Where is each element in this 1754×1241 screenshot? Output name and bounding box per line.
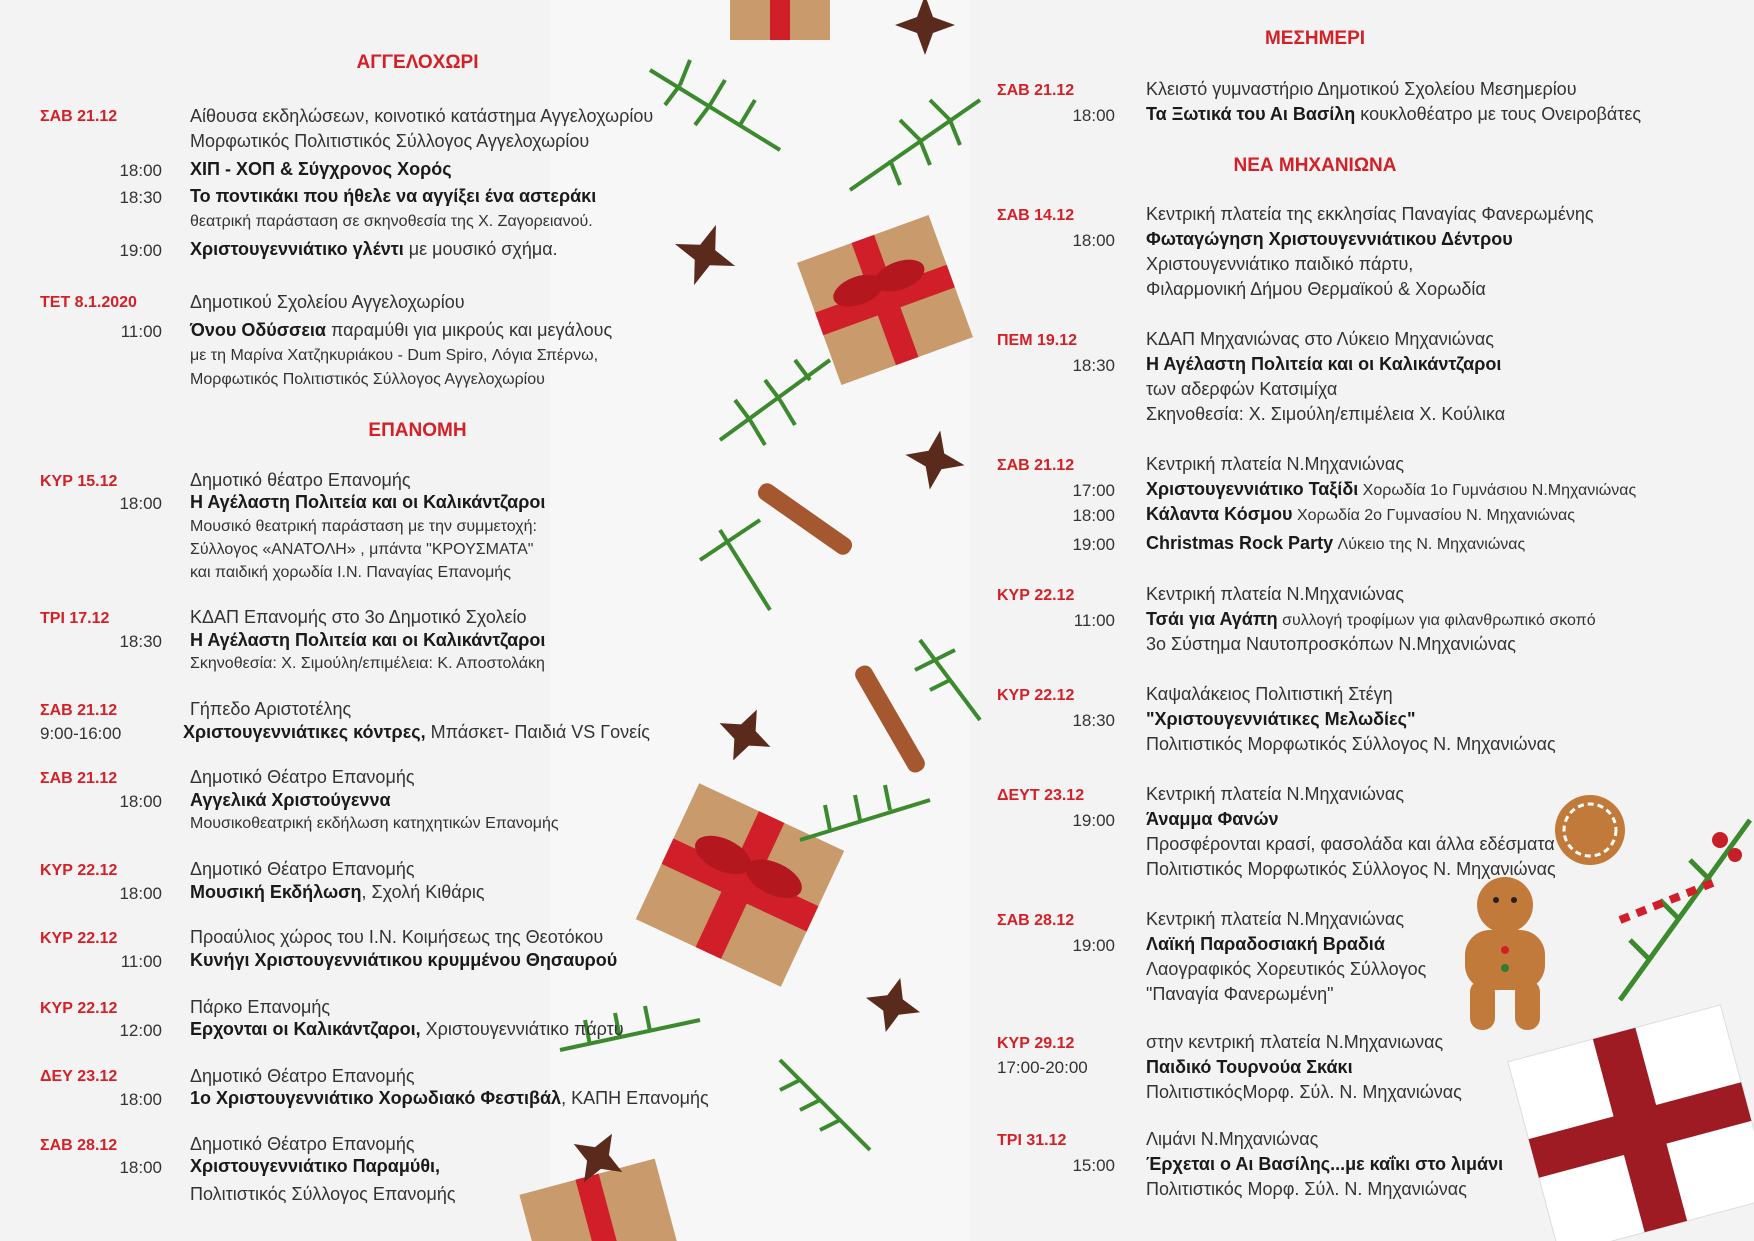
event-note: Σύλλογος «ΑΝΑΤΟΛΗ» , μπάντα "ΚΡΟΥΣΜΑΤΑ" [190,541,534,558]
event-title: Άναμμα Φανών [1146,809,1279,829]
event-title: Κυνήγι Χριστουγεννιάτικου κρυμμένου Θησαυρού [190,950,618,970]
event-day: ΣΑΒ 21.12 [40,702,118,719]
event-day: ΔΕΥΤ 23.12 [997,787,1085,804]
event-title: Παιδικό Τουρνούα Σκάκι [1146,1057,1353,1077]
event-title: Αγγελικά Χριστούγεννα [190,790,391,810]
event-venue: Δημοτικό Θέατρο Επανομής [190,859,415,879]
event-note: 3ο Σύστημα Ναυτοπροσκόπων Ν.Μηχανιώνας [1146,634,1516,654]
event-note: Πολιτιστικός Μορφ. Σύλ. Ν. Μηχανιώνας [1146,1179,1467,1199]
event-time: 18:00 [119,161,162,180]
event-venue: Δημοτικού Σχολείου Αγγελοχωρίου [190,292,465,312]
event-note: Μορφωτικός Πολιτιστικός Σύλλογος Αγγελοχωρίου [190,371,545,388]
event-title: "Χριστουγεννιάτικες Μελωδίες" [1146,709,1416,729]
event-time: 18:00 [1072,231,1115,250]
event-venue: Δημοτικό Θέατρο Επανομής [190,1066,415,1086]
event-time: 18:30 [119,632,162,651]
event-venue: στην κεντρική πλατεία Ν.Μηχανιωνας [1146,1032,1444,1052]
event-venue: ΚΔΑΠ Μηχανιώνας στο Λύκειο Μηχανιώνας [1146,329,1494,349]
event-time: 15:00 [1072,1156,1115,1175]
event-note: Χριστουγεννιάτικο παιδικό πάρτυ, [1146,254,1414,274]
gift-box-icon [1508,1005,1754,1241]
event-venue: Κεντρική πλατεία της εκκλησίας Παναγίας Φανερωμένης [1146,204,1594,224]
event-title: Το ποντικάκι που ήθελε να αγγίξει ένα αστεράκι [190,186,597,206]
event-day: ΣΑΒ 21.12 [40,108,118,125]
event-day: ΚΥΡ 29.12 [997,1035,1075,1052]
event-note: Πολιτιστικός Μορφωτικός Σύλλογος Ν. Μηχανιώνας [1146,734,1556,754]
event-note: Φιλαρμονική Δήμου Θερμαϊκού & Χορωδία [1146,279,1486,299]
event-title: Κάλαντα Κόσμου Χορωδία 2ο Γυμνασίου Ν. Μηχανιώνας [1146,504,1575,524]
event-time: 18:00 [119,884,162,903]
event-venue: Κεντρική πλατεία Ν.Μηχανιώνας [1146,584,1404,604]
section-title-nea-michaniona: ΝΕΑ ΜΗΧΑΝΙΩΝΑ [1233,155,1397,176]
event-time: 18:00 [1072,506,1115,525]
event-time: 18:30 [119,188,162,207]
event-time: 11:00 [120,952,162,971]
event-venue: Προαύλιος χώρος του Ι.Ν. Κοιμήσεως της Θεοτόκου [190,927,604,947]
event-time: 12:00 [119,1021,162,1040]
event-title: Χριστουγεννιάτικο Παραμύθι, [190,1156,441,1176]
event-venue: Λιμάνι Ν.Μηχανιώνας [1146,1129,1319,1149]
event-title: Χριστουγεννιάτικες κόντρες, Μπάσκετ- Παιδιά VS Γονείς [183,722,650,742]
berry-icon [1728,848,1742,862]
event-venue: Κεντρική πλατεία Ν.Μηχανιώνας [1146,784,1404,804]
event-time: 18:00 [119,1090,162,1109]
gingerbread-man-icon [1465,877,1545,1030]
event-note: Μουσικό θεατρική παράσταση με την συμμετοχή: [190,518,537,535]
event-day: ΤΡΙ 31.12 [997,1132,1067,1149]
event-note: Πολιτιστικός Μορφωτικός Σύλλογος Ν. Μηχανιώνας [1146,859,1556,879]
event-title: Christmas Rock Party Λύκειο της Ν. Μηχανιώνας [1146,533,1526,553]
event-note: και παιδική χορωδία Ι.Ν. Παναγίας Επανομής [190,564,511,581]
event-title: Η Αγέλαστη Πολιτεία και οι Καλικάντζαροι [190,492,546,512]
event-note: ΠολιτιστικόςΜορφ. Σύλ. Ν. Μηχανιώνας [1146,1082,1462,1102]
event-time: 19:00 [1072,811,1115,830]
event-organizer: Μορφωτικός Πολιτιστικός Σύλλογος Αγγελοχωρίου [190,131,590,151]
event-venue: Κλειστό γυμναστήριο Δημοτικού Σχολείου Μεσημερίου [1146,79,1577,99]
event-title: Φωταγώγηση Χριστουγεννιάτικου Δέντρου [1146,229,1513,249]
event-venue: ΚΔΑΠ Επανομής στο 3ο Δημοτικό Σχολείο [190,607,527,627]
event-time: 17:00 [1072,481,1115,500]
section-title-epanomi: ΕΠΑΝΟΜΗ [368,420,467,441]
event-time: 18:00 [1072,106,1115,125]
event-title: Όνου Οδύσσεια παραμύθι για μικρούς και μεγάλους [190,320,613,340]
event-note: θεατρική παράσταση σε σκηνοθεσία της Χ. Ζαγορειανού. [190,213,593,230]
event-venue: Δημοτικό Θέατρο Επανομής [190,1134,415,1154]
event-title: Η Αγέλαστη Πολιτεία και οι Καλικάντζαροι [1146,354,1502,374]
event-day: ΣΑΒ 21.12 [997,457,1075,474]
event-note: των αδερφών Κατσιμίχα [1146,379,1338,399]
event-day: ΚΥΡ 15.12 [40,473,118,490]
event-note: Λαογραφικός Χορευτικός Σύλλογος [1146,959,1427,979]
event-time: 19:00 [1072,535,1115,554]
event-venue: Αίθουσα εκδηλώσεων, κοινοτικό κατάστημα Αγγελοχωρίου [190,106,654,126]
event-day: ΣΑΒ 28.12 [997,912,1075,929]
event-note: Σκηνοθεσία: Χ. Σιμούλη/επιμέλεια Χ. Κούλικα [1146,404,1506,424]
event-day: ΚΥΡ 22.12 [40,930,118,947]
event-title: Μουσική Εκδήλωση, Σχολή Κιθάρις [190,882,485,902]
event-time: 19:00 [1072,936,1115,955]
event-organizer: Πολιτιστικός Σύλλογος Επανομής [190,1184,456,1204]
snowflake-cookie-icon [1555,795,1625,865]
event-day: ΚΥΡ 22.12 [40,862,118,879]
event-note: Προσφέρονται κρασί, φασολάδα και άλλα εδέσματα [1146,834,1555,854]
event-title: Χριστουγεννιάτικο γλέντι με μουσικό σχήμα. [190,239,558,259]
event-time: 17:00-20:00 [997,1058,1088,1077]
event-time: 18:00 [119,494,162,513]
section-title-mesimeri: ΜΕΣΗΜΕΡΙ [1264,28,1366,49]
event-venue: Κεντρική πλατεία Ν.Μηχανιώνας [1146,909,1404,929]
event-time: 11:00 [1073,611,1115,630]
event-title: Τα Ξωτικά του Αι Βασίλη κουκλοθέατρο με τους Ονειροβάτες [1146,104,1642,124]
event-day: ΣΑΒ 14.12 [997,207,1075,224]
event-note: Σκηνοθεσία: Χ. Σιμούλη/επιμέλεια: Κ. Αποστολάκη [190,655,545,672]
event-title: ΧΙΠ - ΧΟΠ & Σύγχρονος Χορός [190,159,452,179]
event-venue: Γήπεδο Αριστοτέλης [190,699,352,719]
event-day: ΣΑΒ 21.12 [997,82,1075,99]
event-venue: Δημοτικό θέατρο Επανομής [190,470,411,490]
event-title: Χριστουγεννιάτικο Ταξίδι Χορωδία 1ο Γυμνάσιου Ν.Μηχανιώνας [1146,479,1637,499]
event-time: 18:30 [1072,356,1115,375]
event-day: ΠΕΜ 19.12 [997,332,1078,349]
event-venue: Καψαλάκειος Πολιτιστική Στέγη [1146,684,1393,704]
event-note: με τη Μαρίνα Χατζηκυριάκου - Dum Spiro, Λόγια Σπέρνω, [190,347,599,364]
event-title: 1ο Χριστουγεννιάτικο Χορωδιακό Φεστιβάλ, ΚΑΠΗ Επανομής [190,1088,709,1108]
event-day: ΚΥΡ 22.12 [40,1000,118,1017]
event-day: ΚΥΡ 22.12 [997,687,1075,704]
event-time: 18:00 [119,792,162,811]
gift-box-icon [730,0,830,40]
event-day: ΣΑΒ 28.12 [40,1137,118,1154]
event-title: Η Αγέλαστη Πολιτεία και οι Καλικάντζαροι [190,630,546,650]
event-day: ΚΥΡ 22.12 [997,587,1075,604]
event-title: Έρχεται ο Αι Βασίλης...με καΐκι στο λιμάνι [1146,1154,1504,1174]
section-title-angelochori: ΑΓΓΕΛΟΧΩΡΙ [356,52,479,73]
event-day: ΔΕΥ 23.12 [40,1068,118,1085]
event-time: 18:00 [119,1158,162,1177]
event-title: Ερχονται οι Καλικάντζαροι, Χριστουγεννιάτικο πάρτυ [190,1019,624,1039]
event-venue: Πάρκο Επανομής [190,997,331,1017]
event-venue: Δημοτικό Θέατρο Επανομής [190,767,415,787]
event-title: Τσάι για Αγάπη συλλογή τροφίμων για φιλανθρωπικό σκοπό [1146,609,1596,629]
event-note: "Παναγία Φανερωμένη" [1146,984,1334,1004]
event-day: ΣΑΒ 21.12 [40,770,118,787]
event-venue: Κεντρική πλατεία Ν.Μηχανιώνας [1146,454,1404,474]
event-day: ΤΕΤ 8.1.2020 [40,294,137,311]
candy-cane-icon [1620,880,1720,920]
event-note: Μουσικοθεατρική εκδήλωση κατηχητικών Επανομής [190,815,559,832]
event-time: 11:00 [120,322,162,341]
event-day: ΤΡΙ 17.12 [40,610,110,627]
event-title: Λαϊκή Παραδοσιακή Βραδιά [1146,934,1385,954]
event-time: 18:30 [1072,711,1115,730]
berry-icon [1712,832,1728,848]
event-time: 19:00 [119,241,162,260]
event-time: 9:00-16:00 [40,724,122,743]
